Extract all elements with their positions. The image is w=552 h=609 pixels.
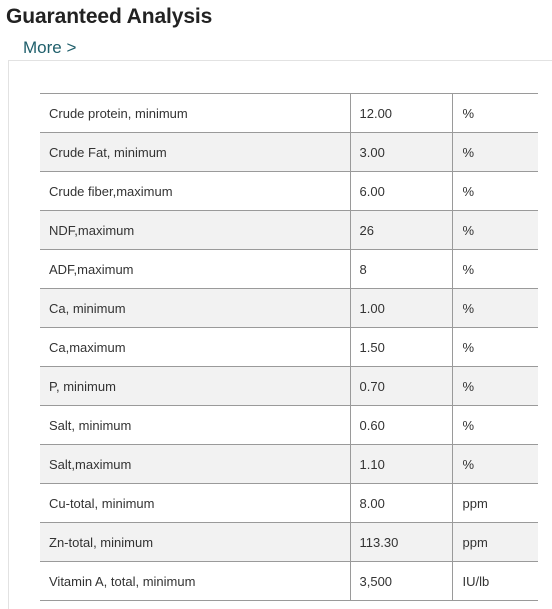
nutrient-unit: %	[452, 367, 538, 406]
nutrient-name: ADF,maximum	[40, 250, 350, 289]
nutrient-value: 1.50	[350, 328, 452, 367]
nutrient-value: 0.60	[350, 406, 452, 445]
nutrient-unit: %	[452, 250, 538, 289]
nutrient-value: 3,500	[350, 562, 452, 601]
table-row	[40, 211, 538, 250]
nutrient-name: Crude protein, minimum	[40, 94, 350, 133]
nutrient-value: 3.00	[350, 133, 452, 172]
nutrient-unit: %	[452, 406, 538, 445]
nutrient-value: 8.00	[350, 484, 452, 523]
nutrient-name: NDF,maximum	[40, 211, 350, 250]
nutrient-unit: %	[452, 172, 538, 211]
nutrient-name: Ca,maximum	[40, 328, 350, 367]
table-row	[40, 328, 538, 367]
nutrient-unit: %	[452, 133, 538, 172]
nutrient-name: Ca, minimum	[40, 289, 350, 328]
table-row	[40, 484, 538, 523]
page-title: Guaranteed Analysis	[6, 5, 213, 28]
nutrient-value: 0.70	[350, 367, 452, 406]
nutrient-name: Cu-total, minimum	[40, 484, 350, 523]
nutrient-value: 8	[350, 250, 452, 289]
table-row	[40, 133, 538, 172]
nutrient-unit: ppm	[452, 484, 538, 523]
nutrient-value: 26	[350, 211, 452, 250]
nutrient-unit: ppm	[452, 523, 538, 562]
table-row	[40, 289, 538, 328]
nutrient-unit: %	[452, 445, 538, 484]
nutrient-name: Vitamin A, total, minimum	[40, 562, 350, 601]
table-row	[40, 94, 538, 133]
table-row	[40, 523, 538, 562]
nutrient-value: 6.00	[350, 172, 452, 211]
table-row	[40, 445, 538, 484]
table-row	[40, 406, 538, 445]
table-row	[40, 367, 538, 406]
nutrient-value: 113.30	[350, 523, 452, 562]
nutrient-value: 12.00	[350, 94, 452, 133]
nutrient-name: Salt,maximum	[40, 445, 350, 484]
nutrient-unit: %	[452, 94, 538, 133]
nutrient-name: Zn-total, minimum	[40, 523, 350, 562]
analysis-table-container	[40, 93, 538, 601]
table-row	[40, 250, 538, 289]
more-link[interactable]: More >	[23, 38, 77, 57]
nutrient-value: 1.00	[350, 289, 452, 328]
nutrient-unit: %	[452, 328, 538, 367]
nutrient-name: Crude Fat, minimum	[40, 133, 350, 172]
nutrient-unit: %	[452, 211, 538, 250]
nutrient-unit: IU/lb	[452, 562, 538, 601]
nutrient-unit: %	[452, 289, 538, 328]
nutrient-name: P, minimum	[40, 367, 350, 406]
nutrient-name: Salt, minimum	[40, 406, 350, 445]
analysis-table	[40, 93, 538, 601]
table-row	[40, 562, 538, 601]
nutrient-name: Crude fiber,maximum	[40, 172, 350, 211]
table-row	[40, 172, 538, 211]
nutrient-value: 1.10	[350, 445, 452, 484]
